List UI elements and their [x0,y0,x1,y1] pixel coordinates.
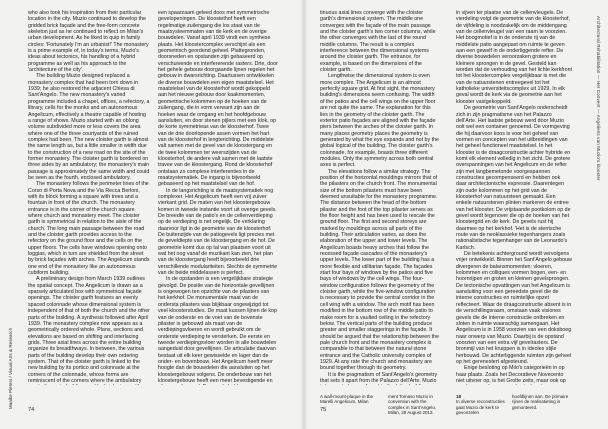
right-column-english [320,10,440,385]
figure-caption: hoofdlijnen aan. De primaire rijnen de realisatieting is gemonteerd. [512,394,569,410]
book-gutter [300,0,308,429]
paragraph: The monastery follows the perimeter lines of the Corso di Porta Nova and the Via Recca Berloni, with its block forming a square with trees and a fountain in front of the church. The monastery entrance is in the corner of the church square where church and monastery meet. The cloister garth is symmetrical in relation to the aisle of the church. The long main passage between the road and the cloister garth provides access to the refectory on the ground floor and the cells on the upper floors. The cells have windows opening onto loggias, which in turn are shielded from the street by brick façades with arches. The Angelicum stands one end of the monastery like an autonomous cubiform building. [28,181,150,277]
paragraph: It is the pragmatism of Sant'Angelo's geometry that sets it apart from the Palazzo dell'Arte. Muzio [320,371,438,384]
figure-caption: ment Tomaso Muzio in convention with the complex in Sant'Angelo, Milan, 28 August 2013. [388,394,437,416]
caption-text: In diverse reconstructies gaat Muzio de kerk te gevonzelen [456,399,505,416]
paragraph: De geometrie van Sant'Angelo onderscheidt zich in zijn pragmatisme van het Palazzo dell'Arte. Het laatste gebouw werd door Muzio ooit wel een container genoemd. De vormgeving die hij daarvoor koos is voor het geheel van vormen en concepten van het uitbreidingen van het geheel functioneel maatstelsel. In het klooster is de draagconstructie achter hybride en komt elk element volledig in het zicht. De grotere overspanningen van het Angelicum en de refter zijn met langbemetonde voorgespannen constructies gecompenseerd en hebben ook daar architectonische expressie. Daarentegen zijn oude kolommen op het grid van de kloosterhof van natuursteen gemaakt. Een enkele natuurstenen plinten markeren de entree van het klooster. De vrijstaande pootkolom op de gevel wordt tegenover die op de hoeken van het kloostergrid en de kerk. De gevels rust hij daarmee op het kerkhof. 'Het is de sterrische route van de neoklassieke tegenhangers zoals rationalistische tegenhanger van de Leonardo's Karlsch. [456,105,571,251]
paragraph: Lengthwise the dimensional system is even more complex. The Angelicum is an almost perfectly square grid. At first sight, the monastery building's dimensions seem confusing. The width of the patios and the cell wings on the upper floor are not quite the same. The explanation for this lies in the geometry of the cloister garth. The exterior patio façades are aligned with the façade piers between the arches of the cloister garth. In many places geometry places the geometry is generated by what the eye expands and not by the global logical of the building. The cloister garth's colonnade, for example, boasts three different modules. Only the symmetry across both central axes is perfect. [320,73,439,169]
paragraph: The elevations follow a similar strategy. The position of the horizontal mouldings mirrors that of the pilasters on the church front. The monumental size of the bottom pilasters must have been deemed unsuitable for the monastery programme. The distance between the head of the bottom pilaster and the foot of the top pilaster serves as the floor height and has been used to rescale the ground floor. The first and second storeys are marked by mouldings across all parts of the building. Their articulation varies, as does the elaboration of the upper and lower levels. The Angelicum boasts heavy arches that follow the recessed façade cascades of the monastery's upper levels. The lower part of the building has a more flexible and utilitarian façade. The façades start four bays of windows by the patios and five bays of windows by the cell wings. The four-window configuration follows the geometry of the cloister garth, while the five-window configuration is necessary to provide the central corridor in the cell wing with a window. The arch motif has been modified in the bottom row of the middle patio to make room for a vaulted ceiling in the refectory below. The vertical parts of the building produce greater and smaller staggerings in the façade. It should be argued that the relationship between the pale church front and the monastery complex is comparable to that between the natural stone entrance and the Catholic university complex of 1929. At any rate the church and monastery are bound together through its geometry. [320,168,439,372]
paragraph: Enige besloting op Milo's categorieën in op haar plaats. Zoals het Decoratieve Novecento niet uitvoer op, is het Grotte zeits, maar ook op [456,365,566,384]
paragraph: In de langsrichting is de maatsystematiek nog complexer. Het Angelicum heeft een vrij zuiver vierkant grid. De maten van het kloostergebouw komen in tweede instantie voort uit overige gevels. De breedte van de patio's en de cellenverdieping op de verdieping is net ongelijk. De verklaring daarvoor ligt in de geometrie van de kloosterhof. De buitenzijde van de patiogevels ligt precies met de geveldiepte van de kloostergang en de hof. De geometrie komt dus op tal van plaatsen voort uit wat het oog vanaf de muzikant kan zien, het plan van de kloostergang heeft bijvoorbeeld drie verschillende modulariteiten. Slechts de symmetrie van de beide middelassen is perfect. [158,187,278,277]
page-number-left: 74 [28,407,35,413]
right-column-dutch [456,10,572,385]
paragraph: een spaarzaam geleed doos met symmetrische gevelopeningen. De kloostethof heeft een regelmatige zuilengang die los staat van de maatsysteemmaten van de kerk en de overige bouwdelen. Vanaf april 1939 vindt een synthese plaats. Het kloostercomplex verschijnt als een geometrisch geordend geheel. Plattegronden, doorsneden en opstanden zijn gebaseerd op verschuivende en interfererende rasters. Drie, door het gehele gebouw doorgaande lijnen regelen het gebouw in dwarsrichting. Daartussen ontwikkelen de diverse bouwdelen een eigen maatstelsel. Het maatstelsel van de kloosterhof wordt gekoppeld aan het nieuwe gebouw door kaakmomenten, geometrische kolommen op de hoeken van de zuilengang, die in vorm verwant zijn aan de hoeken waar de omgang en het hoofdgebouw aansluiten, en door stenen pijlers met een klok, op de korte symmetrieas van de kloosterhof. Twee van de drie doorlopende assen vormen het hart van de kloosterhof in lengterichting. De middelste valt samen met de gevel van de kloostergang en de twee kolommen ter weerszijden van de kloosterhof, de andere valt samen met de laatste travee van de kloostergang. Rond de kloosterhof ontstaan zo complexe interferenties in de maatsystematiek. De ingang is bijvoorbeeld gebaseerd op het maatstelsel van de hof. [158,10,278,188]
page-number-right: 75 [320,407,327,413]
paragraph: A preliminary design from March 1939 outlines the spatial concept. The Angelicum is drawn as a sparsely articulated box with symmetrical façade openings. The cloister garth features an evenly spaced colonnade whose dimensional system is independent of that of both the church and the other parts of the building. A synthesis followed after April 1939. The monastery complex now appears as a geometrically ordered whole. Plans, sections and elevations are based on shifting and interlacing grids. Three axial lines across the entire building organize its breadthways. In between, the various parts of the building develop their own ordering system. That of the cloister garth is linked to the new building by its portico and colonnade at the corners of the colonnade, whose forms are reminiscent of the corners where the ambulatory [28,276,150,384]
paragraph: In de opstanden is een vergelijkbare strategie gevolgd. De positie van de horizontale gevellijnen is ongewogen ten opzichte van de pilasters van het kerkhof. De monumentale maat van de ondersta pilasters was blijkbaar ongewijzigd tot veel kloosterstudies. De maat kussen lijnen de kop van de onderste en de voet van de bovenste pilaster is gebouwd als maat van de verdiepingsvloeren en wordt gebruikt om de onderste verdieping te versterken. De eerste en tweede verdiepingsvloer worden in alle bouwdelen aangeduid door gevellijnen. De articulatie daarvan bestaat uit elk keer gewisselde en lager dan de onder- en bovenbouw. Het Angelicum heeft meer hoogte dan de bouwdelen die aansluiten op het kloostergebouw volgens. De onderbouw van het kloostergebouw heeft een meer bevestigende en [158,276,277,384]
paragraph: who also took his inspiration from their particular location in the city. Muzio continued to develop the gridded brick façade and the free-form concrete skeleton just as he continued to reflect on Milan's urban development. As he liked to quip in family circles: 'Fortunately I'm an urbanist!' The monastery is a prime example of, in today's terms, Muzio's ideas about tectonics, his handling of a hybrid programme as well as his approach to the 'architecture of the city'. [28,10,149,74]
left-column-english [28,10,150,385]
paragraph: tinuous axial lines converge with the cloister garth's dimensional system. The middle one converges with the façade of the main passage and the cloister garth's two corner columns, while the other converges with the last of the round middle columns. The result is a complex interference between the dimensional systems around the cloister garth. The entrance, for example, is based on the dimensions of the cloister garth. [320,10,436,74]
paragraph: The building Muzio designed replaced a monastery complex that had been torn down in 1939; he also restored the adjacent Chiesa di Sant'Angelo. The new monastery's varied programme included a chapel, offices, a refectory, a library, cells for the monks and an autonomous Angelicum, effectively a theatre capable of hosting a range of shows. Muzio started with an oblong volume subdivided more or less covers the area where one of the three courtyards of the ruined complex had been. The new cloister garth is almost the same length as, but a little smaller in width due to the construction of a new road on the site of the former monastery. The cloister garth is bordered on three sides by an ambulatory; the monastery's main passage is approximately the same width and could be seen as the fourth, enclosed ambulatory. [28,73,150,181]
left-column-dutch [158,10,278,385]
right-running-head: Architectural Rehabilitation — Het Convent — Angeliens van Muzio's klooster [596,16,601,181]
left-running-head: Maaike Pieters / Visual Arts & Research [8,327,13,409]
figure-caption: A wall-mount-plaque in the Marelli Angelicum, Milan [320,394,374,405]
paragraph: in vijven ter plaatse van de cellenvleugels. De vierdeling volgt de geometrie van de kloosterhof, de vijfdeling is noodzakelijk om de middengang van de cellenvleugel van een raam te voorzien. Het boogmotief is in de onderste rij van de middelste patio aangepast om ruimte te geven aan een gewelf in de onderliggende refter. De diverse bouwdelen veroorzaken grotere en kleinere sprongen in de gevel. Gesteld kan worden dat de verhouding van het lichte kerkfront tot het kloostercomplex vergelijkbaar is met die van de natuurstenen entreegevel tot het katholieke universiteitscomplex uit 1929. In elk geval wordt de kerk via de geometrie aan het klooster vastgekoppeld. [456,10,572,105]
figure-caption [456,394,506,416]
caption-number: 18 [456,394,462,399]
paragraph: De betekenis achterground wordt vervolgens vrijer ontwikkeld. Binnen het Sant'Angelo gebouw divergeren de balansmomenten: vloeren, kolommen en colliques vormen bogen, een- en hoornrijpen en groten en kleinen gevelsprongen. De tectonische opvattingen van het Angelicum is aansluiting voor een gereedste gevel die de interne constructies en ruimtelijke opzet reflecteert. Waar de draagconstructie absent is in de verschillingsraam, omstaan vaak visiones gevels die de interne constructie ontbreken en sloten in ruimte waarachtig samengaan. Het Angelicum is in 1958 voorzien van een doksboeg naar onwerp van Muzio. Daarbij is de opstand voorzien van een extra vijf gevelrasters. De bronmijl van het kruippen is in ideoles stijle herbouwd. De achterliggende ruimten zijn geheel op het gerenestert afgesteund. [456,251,572,365]
